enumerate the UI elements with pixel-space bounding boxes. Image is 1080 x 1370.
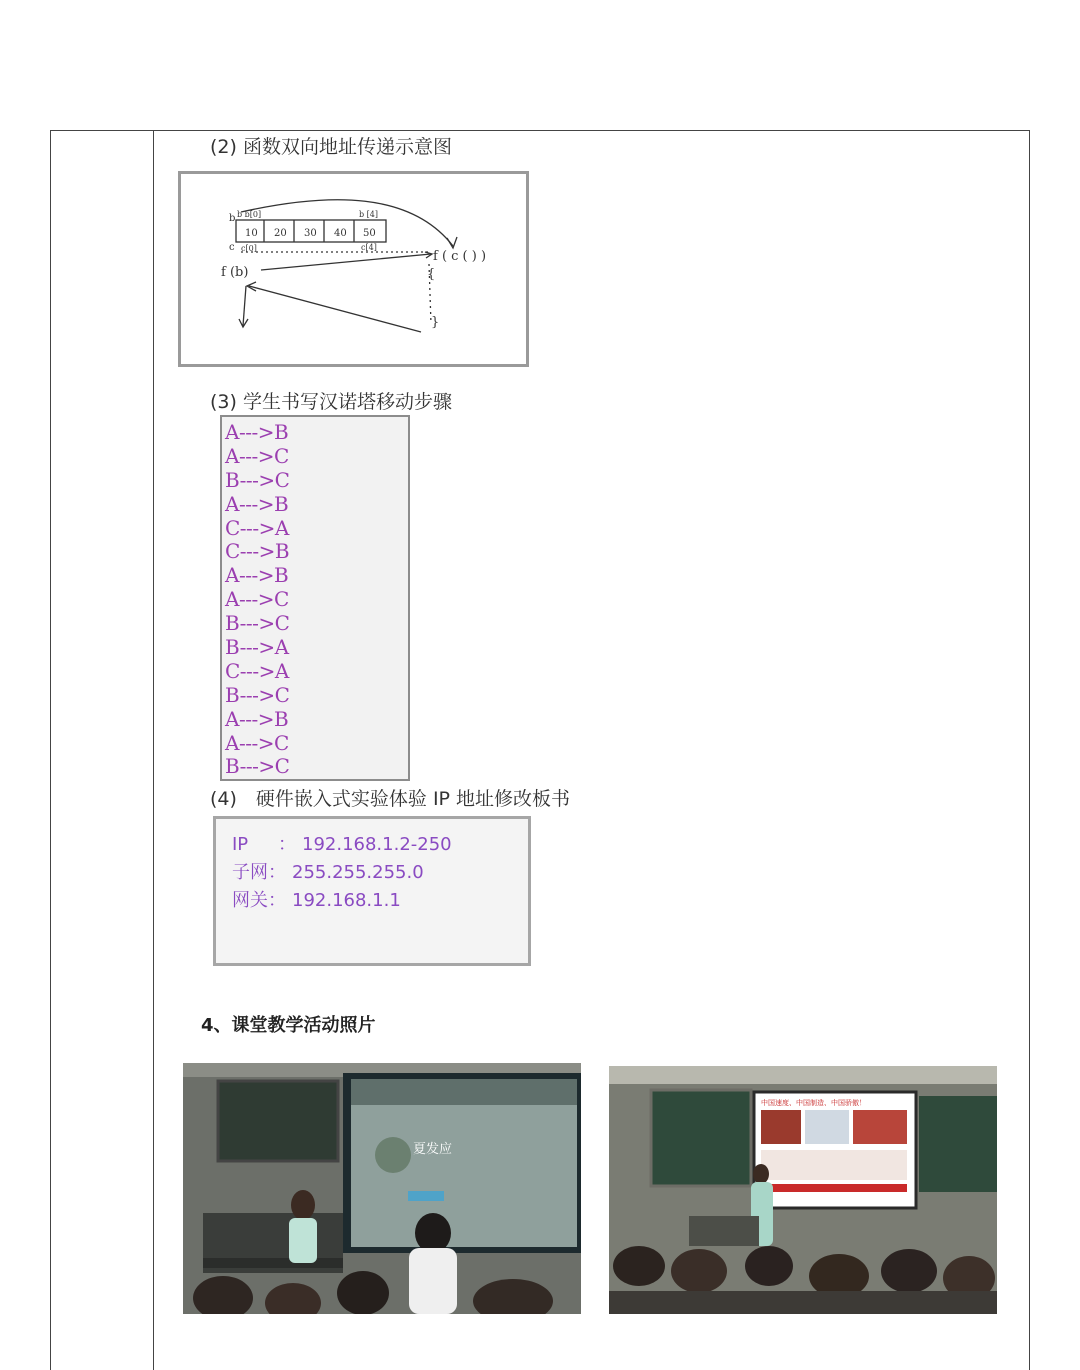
hanoi-step: A--->C <box>225 587 289 612</box>
gateway-value: 192.168.1.1 <box>292 890 401 911</box>
subnet-separator: ： <box>268 862 286 883</box>
hanoi-step: A--->B <box>225 706 289 731</box>
hanoi-step: B--->A <box>225 635 289 660</box>
hanoi-step-list <box>222 417 408 779</box>
ip-row-ip <box>232 831 452 859</box>
classroom-photo-2 <box>609 1066 997 1314</box>
photos-heading: 4、课堂教学活动照片 <box>201 1015 376 1036</box>
hanoi-step: A--->B <box>225 491 289 516</box>
svg-text:f ( c ( ) ): f ( c ( ) ) <box>433 249 487 264</box>
address-diagram-image <box>178 171 529 367</box>
svg-text:20: 20 <box>274 228 287 239</box>
svg-text:b b[0]: b b[0] <box>237 210 262 219</box>
hanoi-step: B--->C <box>225 467 290 492</box>
ip-board-image <box>213 816 531 966</box>
classroom-photo-1-graphic <box>183 1063 581 1314</box>
hanoi-caption: (3) 学生书写汉诺塔移动步骤 <box>210 391 452 413</box>
ip-label: IP <box>232 834 249 855</box>
ip-row-gateway <box>232 887 452 915</box>
diagram-caption: (2) 函数双向地址传递示意图 <box>210 136 452 158</box>
hanoi-step: B--->C <box>225 611 290 636</box>
svg-text:c[4]: c[4] <box>361 243 377 252</box>
handwritten-diagram <box>181 174 526 364</box>
screen-name-text: 夏发应 <box>413 1142 453 1157</box>
svg-text:10: 10 <box>245 228 258 239</box>
hanoi-step: A--->B <box>225 563 289 588</box>
svg-text:50: 50 <box>363 228 376 239</box>
svg-text:b [4]: b [4] <box>359 210 378 219</box>
gateway-label: 网关 <box>232 890 268 911</box>
svg-text:c: c <box>229 242 235 253</box>
gateway-separator: ： <box>268 890 286 911</box>
svg-text:b: b <box>229 213 236 224</box>
subnet-label: 子网 <box>232 862 268 883</box>
hanoi-step: C--->B <box>225 539 290 564</box>
subnet-value: 255.255.255.0 <box>292 862 424 883</box>
hanoi-step: C--->A <box>225 658 289 683</box>
hanoi-steps-image <box>220 415 410 781</box>
ip-row-subnet <box>232 859 452 887</box>
ip-value: 192.168.1.2-250 <box>302 834 452 855</box>
svg-text:{: { <box>427 267 436 282</box>
svg-text:40: 40 <box>334 228 347 239</box>
svg-text:}: } <box>431 315 440 330</box>
svg-text:f (b): f (b) <box>221 265 249 280</box>
svg-text:c[0]: c[0] <box>241 244 257 253</box>
hanoi-step: A--->C <box>225 730 289 755</box>
ip-rows <box>232 831 452 915</box>
classroom-photo-1 <box>183 1063 581 1314</box>
svg-text:30: 30 <box>304 228 317 239</box>
ip-separator: ： <box>278 834 296 855</box>
classroom-photo-2-graphic <box>609 1066 997 1314</box>
hanoi-step: C--->A <box>225 515 289 540</box>
hanoi-step: B--->C <box>225 754 290 779</box>
table-column-divider <box>153 130 154 1370</box>
screen-slogan-text: 中国速度、中国制造、中国骄傲！ <box>761 1099 866 1107</box>
ip-caption: (4) 硬件嵌入式实验体验 IP 地址修改板书 <box>210 788 571 810</box>
hanoi-step: B--->C <box>225 682 290 707</box>
hanoi-step: A--->C <box>225 443 289 468</box>
hanoi-step: A--->B <box>225 420 289 444</box>
